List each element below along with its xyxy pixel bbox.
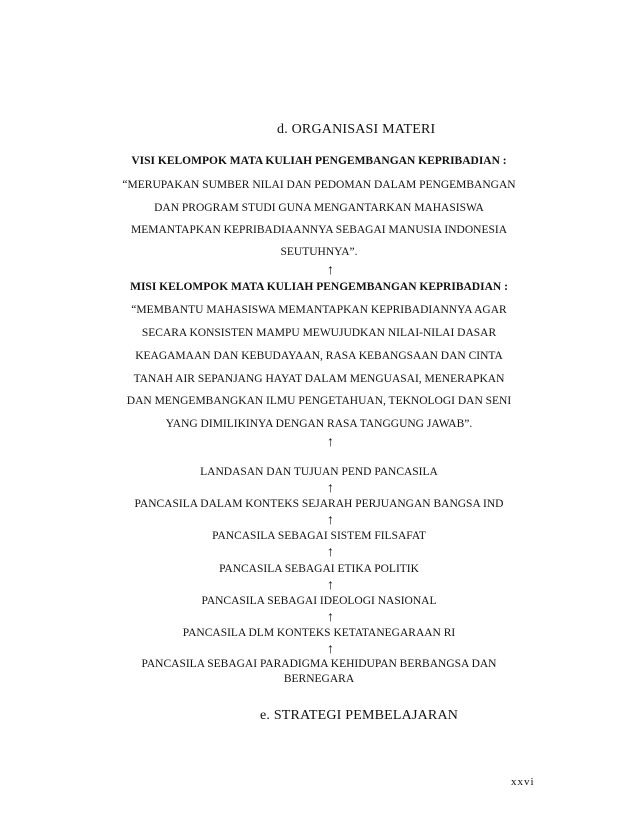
visi-line-3: MEMANTAPKAN KEPRIBADIAANNYA SEBAGAI MANUSIA INDONESIA [130, 224, 508, 236]
up-arrow-icon: ↑ [327, 578, 334, 593]
chain-item-4: PANCASILA SEBAGAI ETIKA POLITIK [219, 563, 419, 575]
up-arrow-icon: ↑ [327, 545, 334, 560]
misi-line-6: YANG DIMILIKINYA DENGAN RASA TANGGUNG JAWAB”. [165, 418, 473, 430]
visi-heading: VISI KELOMPOK MATA KULIAH PENGEMBANGAN KEPRIBADIAN : [131, 155, 507, 167]
visi-line-2: DAN PROGRAM STUDI GUNA MENGANTARKAN MAHASISWA [154, 202, 484, 214]
chain-item-6: PANCASILA DLM KONTEKS KETATANEGARAAN RI [182, 627, 456, 639]
misi-line-5: DAN MENGEMBANGKAN ILMU PENGETAHUAN, TEKNOLOGI DAN SENI [126, 395, 512, 407]
page-number: xxvi [511, 776, 535, 788]
section-d-heading: d. ORGANISASI MATERI [277, 122, 436, 137]
up-arrow-icon: ↑ [327, 642, 334, 657]
chain-item-3: PANCASILA SEBAGAI SISTEM FILSAFAT [212, 530, 426, 542]
chain-item-5: PANCASILA SEBAGAI IDEOLOGI NASIONAL [201, 595, 437, 607]
chain-item-7-continued: BERNEGARA [283, 673, 355, 685]
section-e-heading: e. STRATEGI PEMBELAJARAN [260, 708, 459, 723]
up-arrow-icon: ↑ [327, 263, 334, 278]
up-arrow-icon: ↑ [327, 610, 334, 625]
visi-line-4: SEUTUHNYA”. [280, 246, 358, 258]
visi-line-1: “MERUPAKAN SUMBER NILAI DAN PEDOMAN DALAM PENGEMBANGAN [122, 179, 516, 191]
misi-line-2: SECARA KONSISTEN MAMPU MEWUJUDKAN NILAI-NILAI DASAR [141, 327, 497, 339]
misi-heading: MISI KELOMPOK MATA KULIAH PENGEMBANGAN KEPRIBADIAN : [130, 281, 508, 293]
chain-item-2: PANCASILA DALAM KONTEKS SEJARAH PERJUANGAN BANGSA IND [134, 498, 504, 510]
up-arrow-icon: ↑ [327, 481, 334, 496]
chain-item-7: PANCASILA SEBAGAI PARADIGMA KEHIDUPAN BERBANGSA DAN [141, 658, 497, 670]
misi-line-3: KEAGAMAAN DAN KEBUDAYAAN, RASA KEBANGSAAN DAN CINTA [135, 350, 503, 362]
misi-line-4: TANAH AIR SEPANJANG HAYAT DALAM MENGUASAI, MENERAPKAN [133, 373, 505, 385]
up-arrow-icon: ↑ [327, 435, 334, 450]
chain-item-1: LANDASAN DAN TUJUAN PEND PANCASILA [200, 466, 438, 478]
up-arrow-icon: ↑ [327, 513, 334, 528]
misi-line-1: “MEMBANTU MAHASISWA MEMANTAPKAN KEPRIBADIANNYA AGAR [131, 304, 507, 316]
